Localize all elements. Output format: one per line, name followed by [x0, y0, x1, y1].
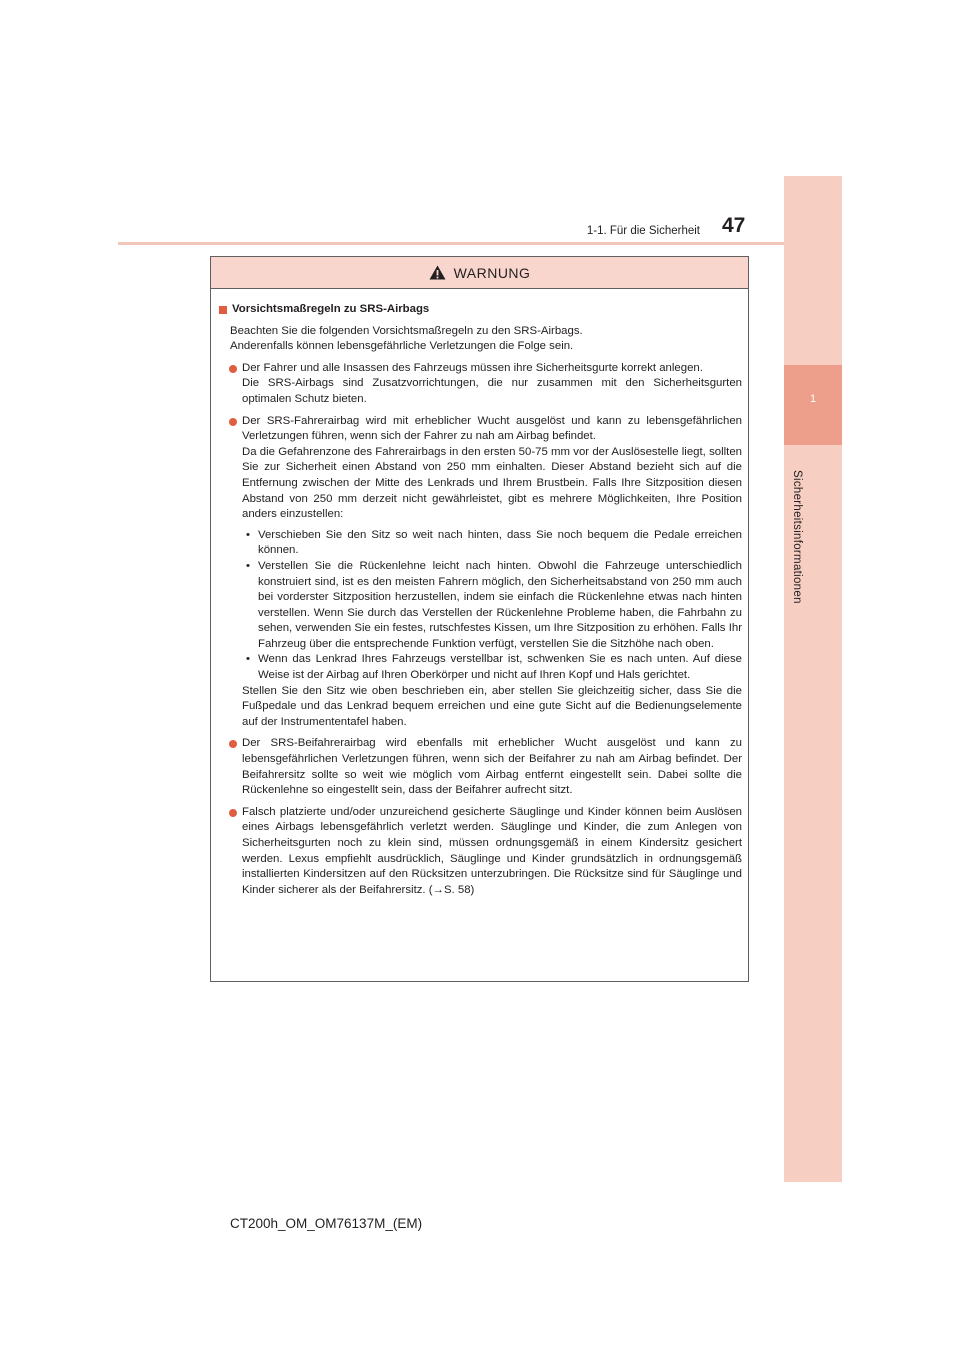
warning-subheading [219, 302, 742, 318]
bullet-text: Der SRS-Fahrerairbag wird mit erheblicher Wucht ausgelöst und kann zu lebensgefährlichen Verletzungen führen, wenn sich der Fahrer zu nah am Airbag befindet. [242, 414, 742, 443]
header-rule [118, 242, 784, 245]
bullet-item [219, 805, 742, 899]
bullet-text [242, 805, 742, 899]
bullet-item [219, 736, 742, 798]
subheading-text: Vorsichtsmaßregeln zu SRS-Airbags [232, 303, 430, 315]
section-title: 1-1. Für die Sicherheit [586, 225, 700, 237]
bullet-dot-icon [229, 365, 237, 373]
warning-header [211, 257, 748, 289]
intro-line: Anderenfalls können lebensgefährliche Verletzungen die Folge sein. [230, 340, 574, 353]
list-item-text: Verschieben Sie den Sitz so weit nach hinten, dass Sie noch bequem die Pedale erreichen können. [258, 528, 742, 557]
bullet-text: Die SRS-Airbags sind Zusatzvorrichtungen, die nur zusammen mit den Sicherheitsgurten optimalen Schutz bieten. [242, 377, 742, 405]
chapter-tab [784, 365, 842, 445]
list-item-text: Verstellen Sie die Rückenlehne leicht nach hinten. Obwohl die Fahrzeuge unterschiedlich konstruiert sind, ist es den meisten Fahrern möglich, den Sicherheitsabstand von 250 mm auch bei vorderster Sitzposition herzustellen, indem sie einfach die Rückenlehne etwas nach hinten verstellen. Wenn Sie durch das Verstellen der Rückenlehne Probleme haben, die Fahrbahn zu sehen, verwenden Sie ein festes, rutschfestes Kissen, um Ihre Sitzposition zu erhöhen. Falls Ihr Fahrzeug über die entsprechende Funktion verfügt, verstellen Sie die Sitzhöhe nach oben. [258, 559, 742, 650]
bullet-text-body: Falsch platzierte und/oder unzureichend gesicherte Säuglinge und Kinder können beim Auslösen eines Airbags lebensgefährlich verletzt werden. Säuglinge und Kinder, die zum Anlegen von Sicherheitsgurten noch zu klein sind, müssen ordnungsgemäß in einem Kindersitz gesichert werden. Lexus empfiehlt ausdrücklich, Säuglinge und Kinder grundsätzlich in ordnungsgemäß installierten Kindersitzen auf den Rücksitzen unterzubringen. Die Rücksitze sind für Säuglinge und Kinder sicherer als der Beifahrersitz. [242, 805, 742, 896]
page-reference-link[interactable]: (→S. 58) [428, 883, 475, 896]
list-item: • Verstellen Sie die Rückenlehne leicht nach hinten. Obwohl die Fahrzeuge unterschiedlich konstruiert sind, ist es den meisten Fahrern möglich, den Sicherheitsabstand von 250 mm auch bei vorderster Sitzposition herzustellen, indem sie einfach die Rückenlehne etwas nach hinten verstellen. Wenn Sie durch das Verstellen der Rückenlehne Probleme haben, die Fahrbahn zu sehen, verwenden Sie ein festes, rutschfestes Kissen, um Ihre Sitzposition zu erhöhen. Falls Ihr Fahrzeug über die entsprechende Funktion verfügt, verstellen Sie die Sitzhöhe nach oben. [246, 559, 742, 650]
bullet-dot-icon [229, 809, 237, 817]
paragraph: Stellen Sie den Sitz wie oben beschrieben ein, aber stellen Sie gleichzeitig sicher, dass Sie die Fußpedale und das Lenkrad bequem erreichen und eine gute Sicht auf die Bedienungselemente auf der Instrumententafel haben. [242, 684, 742, 728]
bullet-item [219, 414, 742, 445]
chapter-number: 1 [809, 393, 817, 405]
warning-heading: WARNUNG [453, 264, 531, 281]
list-item-text: Wenn das Lenkrad Ihres Fahrzeugs verstellbar ist, schwenken Sie es nach unten. Auf diese Weise ist der Airbag auf Ihren Oberkörper und nicht auf Ihren Kopf und Hals gerichtet. [258, 653, 742, 682]
bullet-item [219, 361, 742, 408]
bullet-dot-icon [229, 418, 237, 426]
warning-triangle-icon [429, 265, 446, 280]
square-bullet-icon [219, 306, 227, 314]
page-number: 47 [722, 214, 746, 237]
dash-list [242, 528, 742, 684]
intro-line: Beachten Sie die folgenden Vorsichtsmaßregeln zu den SRS-Airbags. [230, 324, 583, 337]
list-item: • Wenn das Lenkrad Ihres Fahrzeugs verstellbar ist, schwenken Sie es nach unten. Auf diese Weise ist der Airbag auf Ihren Oberkörper und nicht auf Ihren Kopf und Hals gerichtet. [246, 653, 742, 682]
list-item: • Verschieben Sie den Sitz so weit nach hinten, dass Sie noch bequem die Pedale erreichen können. [246, 528, 742, 557]
document-code: CT200h_OM_OM76137M_(EM) [230, 1216, 423, 1231]
warning-box [210, 256, 749, 982]
paragraph: Da die Gefahrenzone des Fahrerairbags in den ersten 50-75 mm vor der Auslösestelle liegt, sollten Sie zur Sicherheit einen Abstand von 250 mm einhalten. Dieser Abstand bezieht sich auf die Entfernung zwischen der Mitte des Lenkrads und Ihrem Brustbein. Falls Ihre Sitzposition diesen Abstand von 250 mm derzeit nicht gewährleistet, gibt es mehrere Möglichkeiten, Ihre Position anders einzustellen: [242, 445, 742, 521]
warning-body [211, 289, 748, 898]
bullet-text: Der SRS-Beifahrerairbag wird ebenfalls mit erheblicher Wucht ausgelöst und kann zu lebensgefährlichen Verletzungen führen, wenn sich der Beifahrer zu nah am Airbag befindet. Der Beifahrersitz sollte so weit wie möglich vom Airbag entfernt eingestellt sein. Dabei sollte die Rückenlehne so eingestellt sein, dass der Beifahrer aufrecht sitzt. [242, 737, 742, 797]
bullet-dot-icon [229, 740, 237, 748]
bullet-text: Der Fahrer und alle Insassen des Fahrzeugs müssen ihre Sicherheitsgurte korrekt anlegen. [242, 361, 703, 374]
intro-text [219, 324, 742, 355]
side-tab [784, 176, 842, 1182]
chapter-title: Sicherheitsinformationen [791, 470, 803, 604]
